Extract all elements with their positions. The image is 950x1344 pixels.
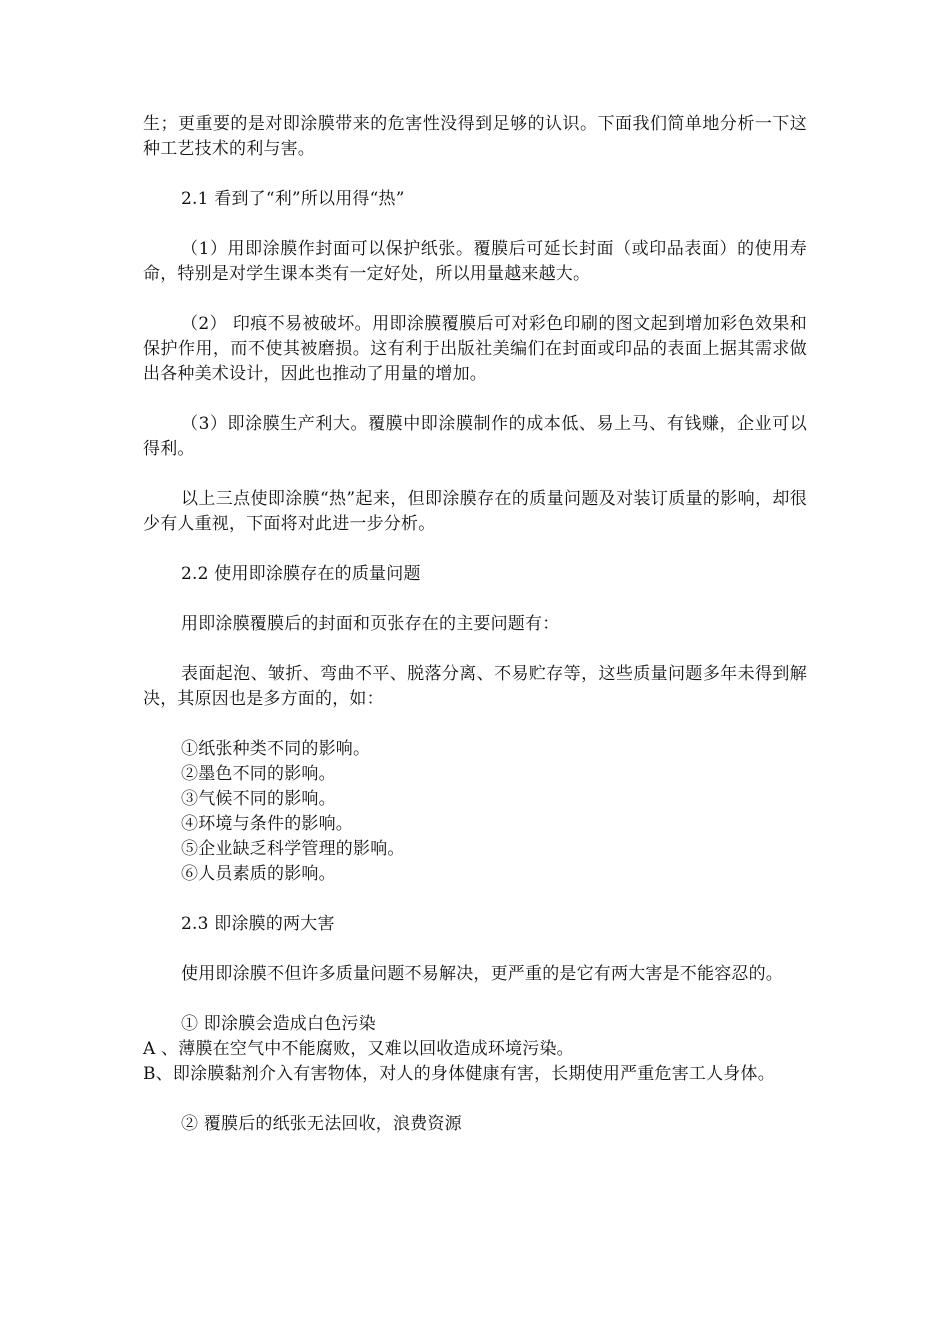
harm-2-title: ② 覆膜后的纸张无法回收，浪费资源 (181, 1114, 462, 1134)
intro-paragraph: 生；更重要的是对即涂膜带来的危害性没得到足够的认识。下面我们简单地分析一下这种工艺技术的利与害。 (143, 114, 807, 159)
section-heading-2-3: 2.3 即涂膜的两大害 (181, 914, 335, 934)
benefit-paragraph-1: （1）用即涂膜作封面可以保护纸张。覆膜后可延长封面（或印品表面）的使用寿命，特别是对学生课本类有一定好处，所以用量越来越大。 (143, 239, 807, 284)
harm-1-block (143, 1012, 807, 1087)
summary-paragraph: 以上三点使即涂膜“热”起来，但即涂膜存在的质量问题及对装订质量的影响，却很少有人重视，下面将对此进一步分析。 (143, 489, 807, 534)
section-heading-2-1: 2.1 看到了“利”所以用得“热” (181, 189, 405, 209)
benefit-paragraph-2: （2） 印痕不易被破坏。用即涂膜覆膜后可对彩色印刷的图文起到增加彩色效果和保护作用，而不使其被磨损。这有利于出版社美编们在封面或印品的表面上据其需求做出各种美术设计，因此也推动了用量的增加。 (143, 314, 807, 384)
harm-1-item-a: A 、薄膜在空气中不能腐败，又难以回收造成环境污染。 (143, 1039, 574, 1059)
factors-list (143, 737, 807, 887)
problems-intro-paragraph: 用即涂膜覆膜后的封面和页张存在的主要问题有： (181, 614, 560, 634)
list-item: ④环境与条件的影响。 (181, 814, 353, 834)
harms-intro-paragraph: 使用即涂膜不但许多质量问题不易解决，更严重的是它有两大害是不能容忍的。 (181, 964, 783, 984)
list-item: ③气候不同的影响。 (181, 789, 336, 809)
harm-1-item-b: B、即涂膜黏剂介入有害物体，对人的身体健康有害，长期使用严重危害工人身体。 (143, 1064, 775, 1084)
list-item: ⑤企业缺乏科学管理的影响。 (181, 839, 405, 859)
harm-2-block (143, 1112, 807, 1137)
list-item: ⑥人员素质的影响。 (181, 864, 336, 884)
harm-1-title: ① 即涂膜会造成白色污染 (181, 1014, 376, 1034)
problems-detail-paragraph: 表面起泡、皱折、弯曲不平、脱落分离、不易贮存等，这些质量问题多年未得到解决，其原因也是多方面的，如： (143, 664, 807, 709)
section-heading-2-2: 2.2 使用即涂膜存在的质量问题 (181, 564, 421, 584)
list-item: ①纸张种类不同的影响。 (181, 739, 371, 759)
document-body (143, 112, 807, 1162)
benefit-paragraph-3: （3）即涂膜生产利大。覆膜中即涂膜制作的成本低、易上马、有钱赚，企业可以得利。 (143, 414, 807, 459)
list-item: ②墨色不同的影响。 (181, 764, 336, 784)
